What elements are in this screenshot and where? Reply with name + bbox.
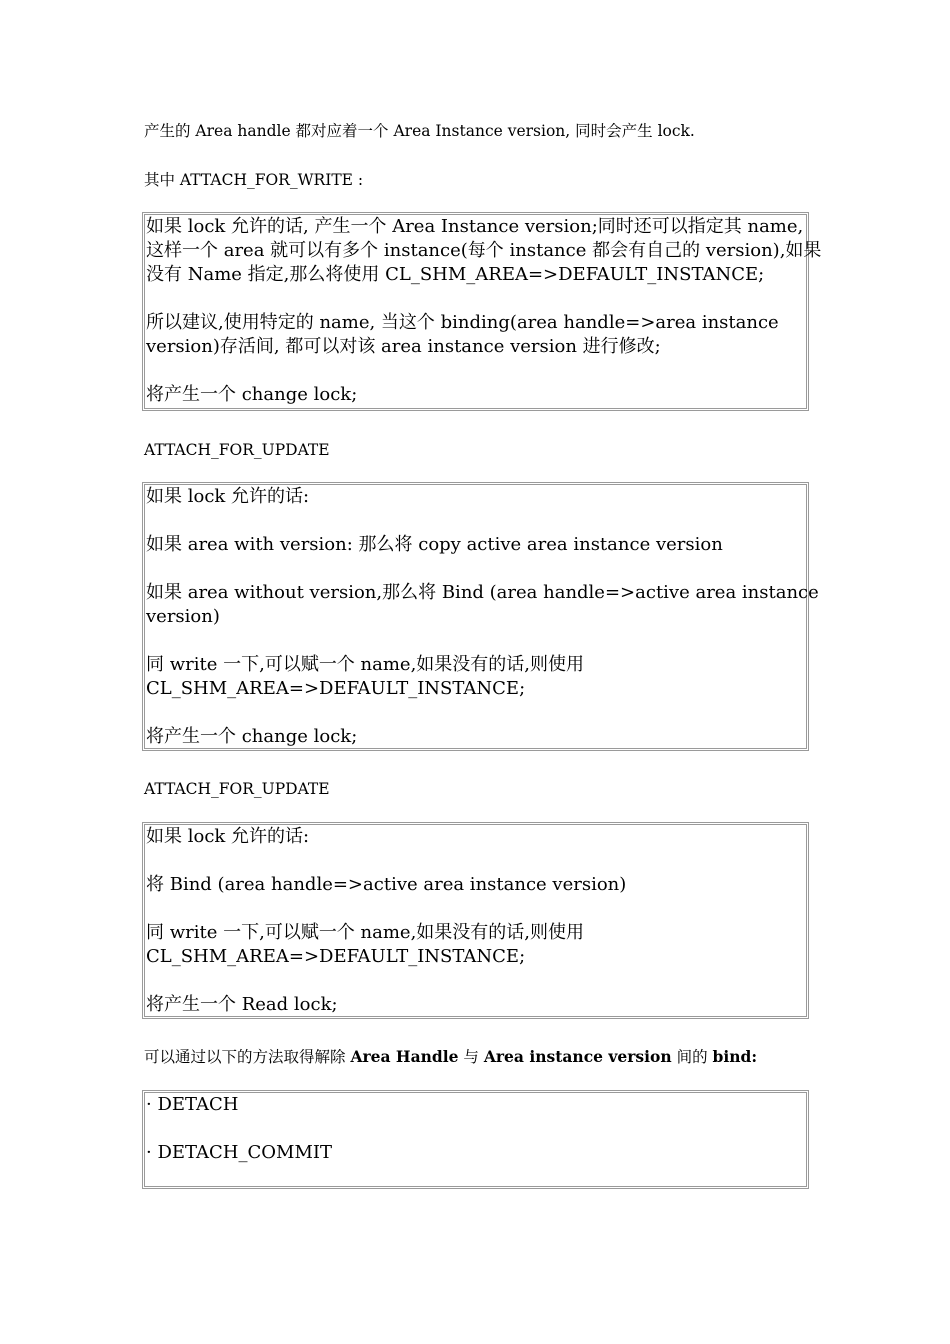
detach-item: · DETACH xyxy=(146,1094,239,1115)
update-para-3-line-2: version) xyxy=(146,606,220,627)
detach-methods-box xyxy=(142,1090,809,1189)
write-para-2-line-1: 所以建议,使用特定的 name, 当这个 binding(area handle=>area instance xyxy=(146,312,779,333)
attach-for-update-heading-1: ATTACH_FOR_UPDATE xyxy=(144,441,330,459)
write-para-1-line-1: 如果 lock 允许的话, 产生一个 Area Instance version;同时还可以指定其 name, xyxy=(146,216,804,237)
update-para-5: 将产生一个 change lock; xyxy=(146,726,358,747)
update-para-3-line-1: 如果 area without version,那么将 Bind (area handle=>active area instance xyxy=(146,582,819,603)
read-para-3 xyxy=(146,921,806,969)
attach-for-write-box xyxy=(142,212,822,411)
read-para-1: 如果 lock 允许的话: xyxy=(146,826,310,847)
attach-for-read-box xyxy=(142,822,809,1019)
write-para-1-line-2: 这样一个 area 就可以有多个 instance(每个 instance 都会有自己的 version),如果 xyxy=(146,240,822,261)
update-para-1: 如果 lock 允许的话: xyxy=(146,486,310,507)
write-para-2 xyxy=(146,311,806,359)
write-para-2-line-2: version)存活间, 都可以对该 area instance version 进行修改; xyxy=(146,336,661,357)
attach-for-update-heading-2: ATTACH_FOR_UPDATE xyxy=(144,780,330,798)
detach-intro-t2: 与 xyxy=(458,1048,484,1066)
detach-intro-bind: bind: xyxy=(712,1047,758,1066)
read-para-4: 将产生一个 Read lock; xyxy=(146,994,338,1015)
read-para-3-line-1: 同 write 一下,可以赋一个 name,如果没有的话,则使用 xyxy=(146,922,585,943)
update-para-3 xyxy=(146,581,819,629)
intro-text: 产生的 Area handle 都对应着一个 Area Instance version, 同时会产生 lock. xyxy=(144,122,695,140)
detach-intro-area-instance-version: Area instance version xyxy=(483,1047,672,1066)
detach-intro-t1: 可以通过以下的方法取得解除 xyxy=(144,1048,351,1066)
update-para-4 xyxy=(146,653,806,701)
write-para-1-line-3: 没有 Name 指定,那么将使用 CL_SHM_AREA=>DEFAULT_INSTANCE; xyxy=(146,264,765,285)
detach-intro-area-handle: Area Handle xyxy=(350,1047,459,1066)
write-para-1 xyxy=(146,215,822,287)
update-para-4-line-1: 同 write 一下,可以赋一个 name,如果没有的话,则使用 xyxy=(146,654,585,675)
update-para-4-line-2: CL_SHM_AREA=>DEFAULT_INSTANCE; xyxy=(146,678,526,699)
read-para-3-line-2: CL_SHM_AREA=>DEFAULT_INSTANCE; xyxy=(146,946,526,967)
update-para-2: 如果 area with version: 那么将 copy active area instance version xyxy=(146,534,723,555)
attach-for-write-heading: 其中 ATTACH_FOR_WRITE : xyxy=(144,171,364,189)
detach-intro-text xyxy=(144,1047,757,1067)
attach-for-update-box xyxy=(142,482,819,751)
detach-commit-item: · DETACH_COMMIT xyxy=(146,1142,333,1163)
read-para-2: 将 Bind (area handle=>active area instance version) xyxy=(146,874,627,895)
detach-intro-t3: 间的 xyxy=(671,1048,713,1066)
write-para-3: 将产生一个 change lock; xyxy=(146,384,358,405)
